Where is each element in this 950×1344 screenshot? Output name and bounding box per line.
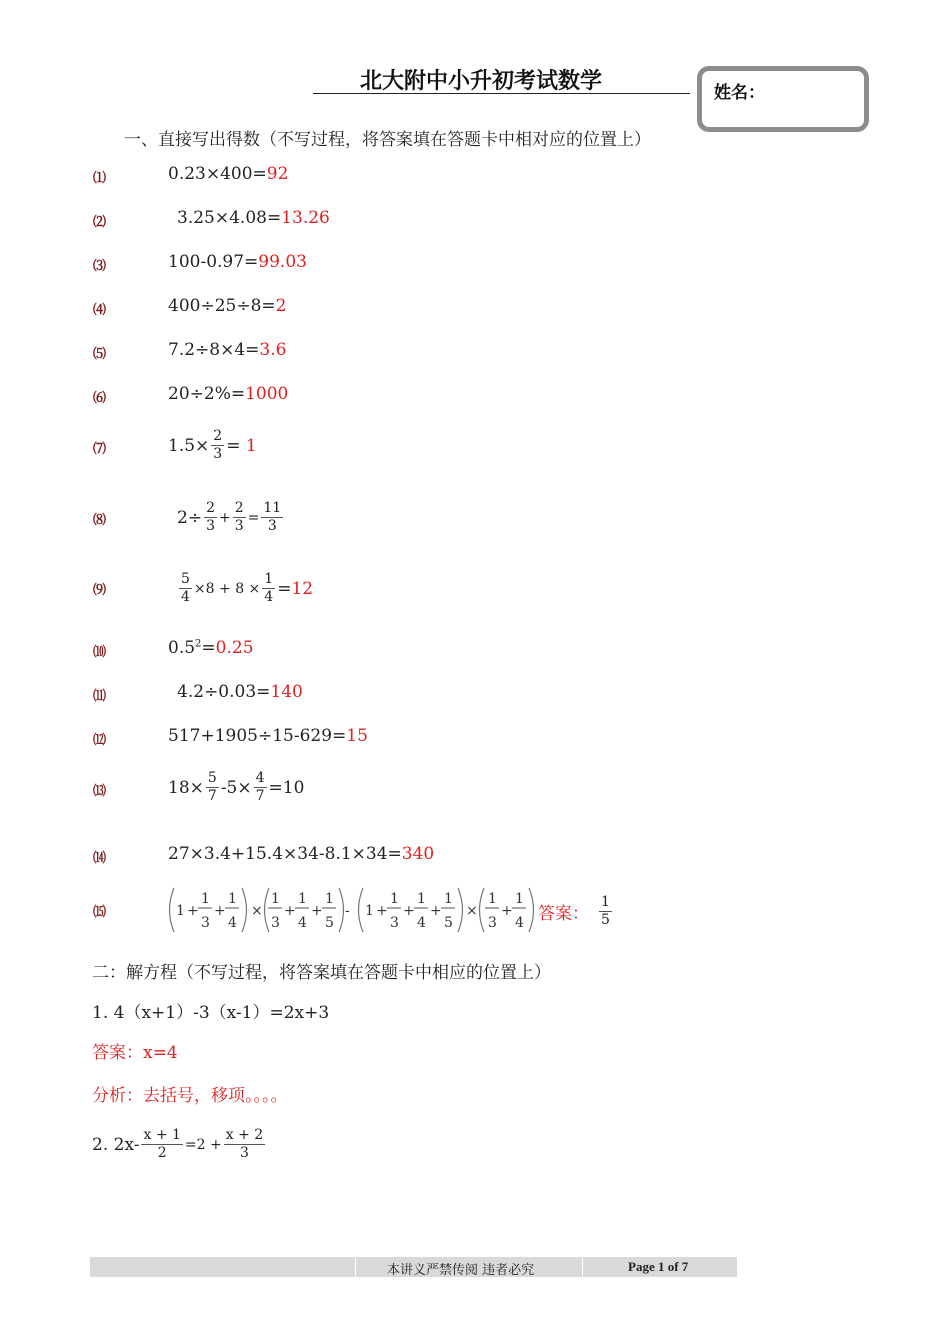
- item-number: ⑸: [93, 347, 106, 362]
- item-expression: [168, 726, 368, 746]
- item-number: ⑼: [93, 583, 106, 598]
- svg-text:1: 1: [417, 891, 426, 907]
- svg-text:4: 4: [515, 915, 524, 931]
- expression-text: 4.2÷0.03=: [177, 682, 271, 702]
- item-expression: [165, 884, 537, 940]
- svg-text:+: +: [430, 903, 442, 919]
- svg-text:5: 5: [325, 915, 334, 931]
- svg-text:1: 1: [228, 891, 237, 907]
- expression-text: 1.5×: [168, 435, 210, 456]
- fraction: $\frac{5}{7}$: [207, 770, 217, 804]
- equation-1: 1. 4（x+1）-3（x-1）=2x+3: [92, 1003, 330, 1023]
- item-expression: [168, 252, 307, 272]
- fraction: $\frac{5}{4}$: [181, 571, 190, 605]
- equation-1-answer: 答案：x=4: [92, 1043, 178, 1063]
- expression-text: 18×: [168, 777, 204, 798]
- expression-text: 400÷25÷8=: [168, 296, 276, 316]
- svg-text:+: +: [311, 903, 323, 919]
- compound-fraction-expression: [165, 884, 537, 936]
- svg-text:3: 3: [488, 915, 497, 931]
- item-expression: [177, 682, 303, 702]
- fraction: $\frac{1}{5}$: [601, 894, 610, 928]
- item-number: ⑵: [93, 215, 106, 230]
- svg-text:+: +: [403, 903, 415, 919]
- svg-text:4: 4: [228, 915, 237, 931]
- fraction: $\frac{11}{3}$: [263, 500, 282, 534]
- answer-text: 3.6: [259, 340, 287, 360]
- item-expression: [168, 428, 257, 463]
- answer-text: 140: [270, 682, 303, 702]
- svg-text:×: ×: [251, 903, 263, 919]
- expression-text: +: [218, 509, 231, 526]
- footer-divider: [355, 1257, 356, 1277]
- item-expression: [168, 638, 254, 658]
- answer-text: 99.03: [258, 252, 307, 272]
- item-expression: [177, 500, 285, 535]
- svg-text:×: ×: [466, 903, 478, 919]
- item-number: ⑷: [93, 303, 106, 318]
- expression-text: 20÷2%=: [168, 384, 246, 404]
- expression-text: =: [226, 435, 241, 456]
- svg-text:1: 1: [444, 891, 453, 907]
- svg-text:-: -: [345, 903, 350, 919]
- expression-text: 517+1905÷15-629=: [168, 726, 347, 746]
- item-expression: [168, 384, 288, 404]
- answer-text: 1: [245, 435, 257, 456]
- svg-text:3: 3: [271, 915, 280, 931]
- svg-text:4: 4: [417, 915, 426, 931]
- item-number: ⑶: [93, 259, 106, 274]
- svg-text:3: 3: [390, 915, 399, 931]
- svg-text:+: +: [376, 903, 388, 919]
- answer-text: 1000: [245, 384, 289, 404]
- item-number: ⑻: [93, 513, 106, 528]
- svg-text:1: 1: [201, 891, 210, 907]
- svg-text:1: 1: [515, 891, 524, 907]
- footer-divider: [582, 1257, 583, 1277]
- item-expression: [168, 296, 286, 316]
- expression-text: 3.25×4.08=: [177, 208, 282, 228]
- page-number: Page 1 of 7: [628, 1259, 689, 1274]
- fraction: $\frac{2}{3}$: [213, 428, 223, 462]
- item-expression: [168, 164, 288, 184]
- fraction: $\frac{1}{4}$: [264, 571, 274, 605]
- svg-text:1: 1: [325, 891, 334, 907]
- expression-text: =: [277, 578, 292, 599]
- fraction: $\frac{4}{7}$: [255, 770, 265, 804]
- svg-text:5: 5: [444, 915, 453, 931]
- expression-text: 7.2÷8×4=: [168, 340, 260, 360]
- expression-text: 2. 2x-: [92, 1134, 140, 1155]
- svg-text:+: +: [214, 903, 226, 919]
- svg-text:+: +: [501, 903, 513, 919]
- fraction: $\frac{x + 1}{2}$: [143, 1127, 181, 1161]
- equation-1-analysis: 分析：去括号，移项。。。。: [92, 1086, 288, 1106]
- answer-text: 340: [401, 844, 435, 864]
- expression-text: =2 +: [184, 1136, 222, 1153]
- answer-text: 92: [266, 164, 289, 184]
- item-number: ⑽: [93, 645, 106, 660]
- svg-text:1: 1: [365, 903, 374, 919]
- section2-heading: 二：解方程（不写过程，将答案填在答题卡中相应的位置上）: [92, 963, 551, 983]
- svg-text:1: 1: [298, 891, 307, 907]
- item-number: ⑴: [93, 171, 106, 186]
- item-expression: [168, 770, 304, 805]
- expression-text: 0.5: [168, 638, 196, 658]
- item-number: ⒁: [93, 851, 106, 866]
- answer-text: 12: [291, 578, 314, 599]
- equation-2: [92, 1127, 267, 1162]
- fraction: $\frac{2}{3}$: [206, 500, 215, 534]
- item-number: ⑿: [93, 733, 106, 748]
- footer-notice: 本讲义严禁传阅 违者必究: [387, 1263, 535, 1278]
- svg-text:1: 1: [390, 891, 399, 907]
- svg-text:1: 1: [488, 891, 497, 907]
- expression-text: =10: [268, 777, 305, 798]
- answer-text: 15: [346, 726, 368, 746]
- item-expression: [177, 208, 330, 228]
- expression-text: 2÷: [177, 507, 203, 528]
- answer-label: 答案：: [538, 904, 589, 924]
- name-label: 姓名：: [714, 83, 765, 103]
- item15-answer: [538, 894, 614, 929]
- svg-text:4: 4: [298, 915, 307, 931]
- svg-text:1: 1: [176, 903, 185, 919]
- svg-text:3: 3: [201, 915, 210, 931]
- superscript: 2: [195, 638, 202, 650]
- svg-text:1: 1: [271, 891, 280, 907]
- expression-text: =: [247, 509, 260, 526]
- answer-text: 0.25: [215, 638, 254, 658]
- section1-heading: 一、直接写出得数（不写过程，将答案填在答题卡中相对应的位置上）: [124, 130, 651, 150]
- item-number: ⑹: [93, 391, 106, 406]
- svg-text:+: +: [284, 903, 296, 919]
- fraction: $\frac{2}{3}$: [234, 500, 244, 534]
- item-expression: [168, 844, 434, 864]
- item-expression: [177, 571, 313, 606]
- expression-text: 100-0.97=: [168, 252, 259, 272]
- item-number: ⒀: [93, 784, 106, 799]
- item-number: ⑾: [93, 689, 106, 704]
- expression-text: 27×3.4+15.4×34-8.1×34=: [168, 844, 402, 864]
- page-title: 北大附中小升初考试数学: [360, 69, 603, 94]
- title-underline: [313, 93, 690, 94]
- fraction: $\frac{x + 2}{3}$: [225, 1127, 264, 1161]
- answer-text: 2: [275, 296, 287, 316]
- expression-text: -5×: [220, 777, 252, 798]
- svg-text:+: +: [187, 903, 199, 919]
- item-number: ⑺: [93, 442, 106, 457]
- expression-text: =: [201, 638, 216, 658]
- item-expression: [168, 340, 286, 360]
- answer-text: 13.26: [281, 208, 330, 228]
- item-number: ⒂: [93, 905, 106, 920]
- expression-text: 0.23×400=: [168, 164, 267, 184]
- expression-text: ×8 + 8 ×: [193, 580, 261, 597]
